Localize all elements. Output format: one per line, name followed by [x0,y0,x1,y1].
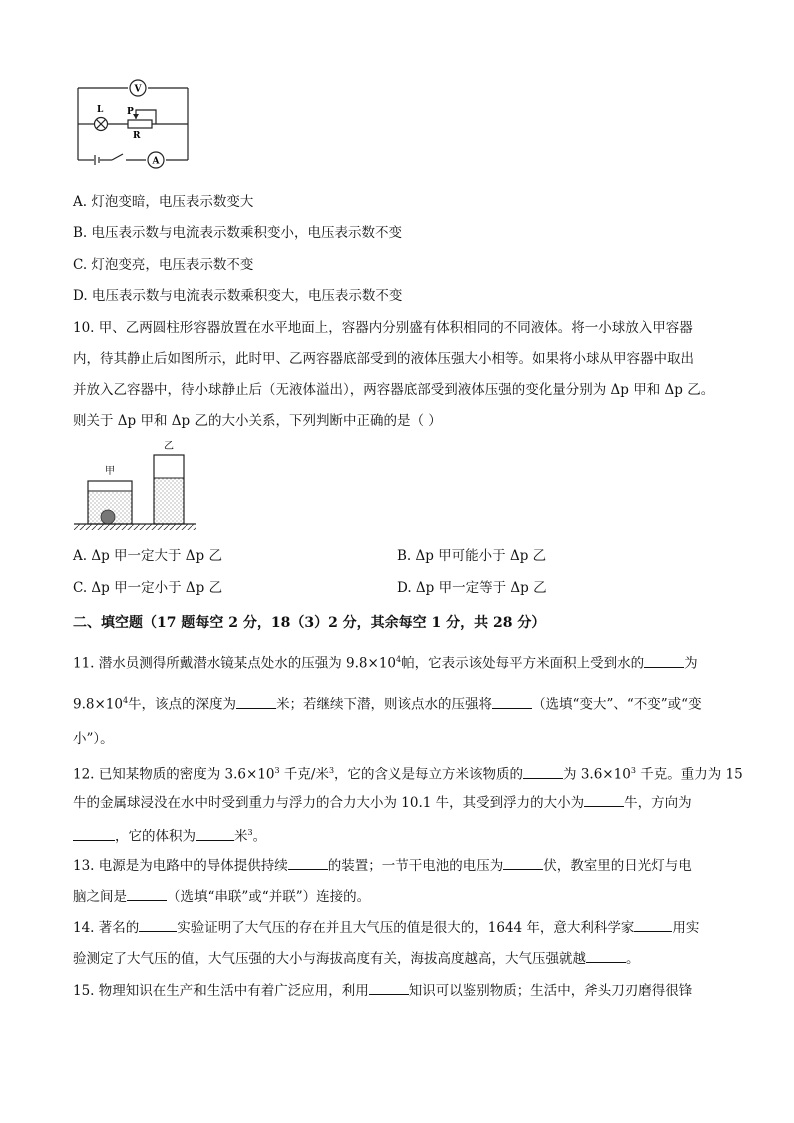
ball [101,510,115,524]
q11-blank-3[interactable] [492,694,532,709]
q12-line-2: 牛的金属球浸没在水中时受到重力与浮力的合力大小为 10.1 牛，其受到浮力的大小为 牛，方向为 [73,792,692,813]
q11-line-3: 小”）。 [73,731,114,747]
q10-line-3: 并放入乙容器中，待小球静止后（无液体溢出），两容器底部受到液体压强的变化量分别为 Δp 甲和 Δp 乙。 [73,382,715,398]
q9-option-c: C. 灯泡变亮，电压表示数不变 [73,257,254,273]
q12-blank-1[interactable] [523,764,563,779]
q11-line-2: $9.8\times 10^4$牛，该点的深度为 米；若继续下潜，则该点水的压强将 （选填“变大”、“不变”或“变 [73,691,702,715]
q12-line-3: ，它的体积为 米$^3$。 [73,823,266,847]
q13-blank-2[interactable] [503,855,543,870]
lamp-label: L [97,105,104,115]
q11-line-1: 11. 潜水员测得所戴潜水镜某点处水的压强为 $9.8\times 10^4$帕，它表示该处每平方米面积上受到水的 为 [73,650,698,674]
resistor-label: R [133,131,141,141]
q9-option-d: D. 电压表示数与电流表示数乘积变大，电压表示数不变 [73,288,403,304]
q10-option-b: B. Δp 甲可能小于 Δp 乙 [397,548,547,564]
q12-blank-2[interactable] [584,792,624,807]
q13-blank-1[interactable] [288,855,328,870]
q12-blank-4[interactable] [196,826,234,841]
label-yi: 乙 [164,441,174,452]
q9-option-a: A. 灯泡变暗，电压表示数变大 [73,194,254,210]
q11-blank-2[interactable] [236,694,276,709]
q13-line-2: 脑之间是 （选填“串联”或“并联”）连接的。 [73,886,370,907]
ammeter-label: A [152,156,160,167]
q10-option-a: A. Δp 甲一定大于 Δp 乙 [73,548,222,564]
q12-blank-3[interactable] [73,826,115,841]
section-title: 二、填空题（17 题每空 2 分，18（3）2 分，其余每空 1 分，共 28 分） [73,615,546,631]
q15-line-1: 15. 物理知识在生产和生活中有着广泛应用，利用 知识可以鉴别物质；生活中，斧头刀刃磨得很锋 [73,980,692,1001]
voltmeter-label: V [134,84,142,95]
q13-line-1: 13. 电源是为电路中的导体提供持续 的装置；一节干电池的电压为 伏，教室里的日光灯与电 [73,855,692,876]
q10-line-1: 10. 甲、乙两圆柱形容器放置在水平地面上，容器内分别盛有体积相同的不同液体。将一小球放入甲容器 [73,320,693,336]
q10-option-c: C. Δp 甲一定小于 Δp 乙 [73,580,223,596]
q14-blank-2[interactable] [634,917,672,932]
q11-blank-1[interactable] [644,653,684,668]
q15-blank-1[interactable] [369,980,409,995]
q12-line-1: 12. 已知某物质的密度为 $3.6\times 10^3$ 千克/米$^3$，它的含义是每立方米该物质的 为 $3.6\times 10^3$ 千克。重力为 15 [73,761,743,785]
containers-diagram [72,436,198,536]
circuit-diagram [70,76,192,172]
q13-blank-3[interactable] [127,886,167,901]
slider-label: P [127,107,134,117]
q10-option-d: D. Δp 甲一定等于 Δp 乙 [397,580,547,596]
q14-line-1: 14. 著名的 实验证明了大气压的存在并且大气压的值是很大的，1644 年，意大利科学家 用实 [73,917,699,938]
q9-option-b: B. 电压表示数与电流表示数乘积变小，电压表示数不变 [73,225,403,241]
label-jia: 甲 [105,466,115,477]
q14-blank-1[interactable] [139,917,177,932]
q14-line-2: 验测定了大气压的值，大气压强的大小与海拔高度有关，海拔高度越高，大气压强就越 。 [73,948,640,969]
q14-blank-3[interactable] [586,948,626,963]
q10-line-2: 内，待其静止后如图所示，此时甲、乙两容器底部受到的液体压强大小相等。如果将小球从甲容器中取出 [73,351,694,367]
q10-line-4: 则关于 Δp 甲和 Δp 乙的大小关系，下列判断中正确的是（ ） [73,413,442,429]
